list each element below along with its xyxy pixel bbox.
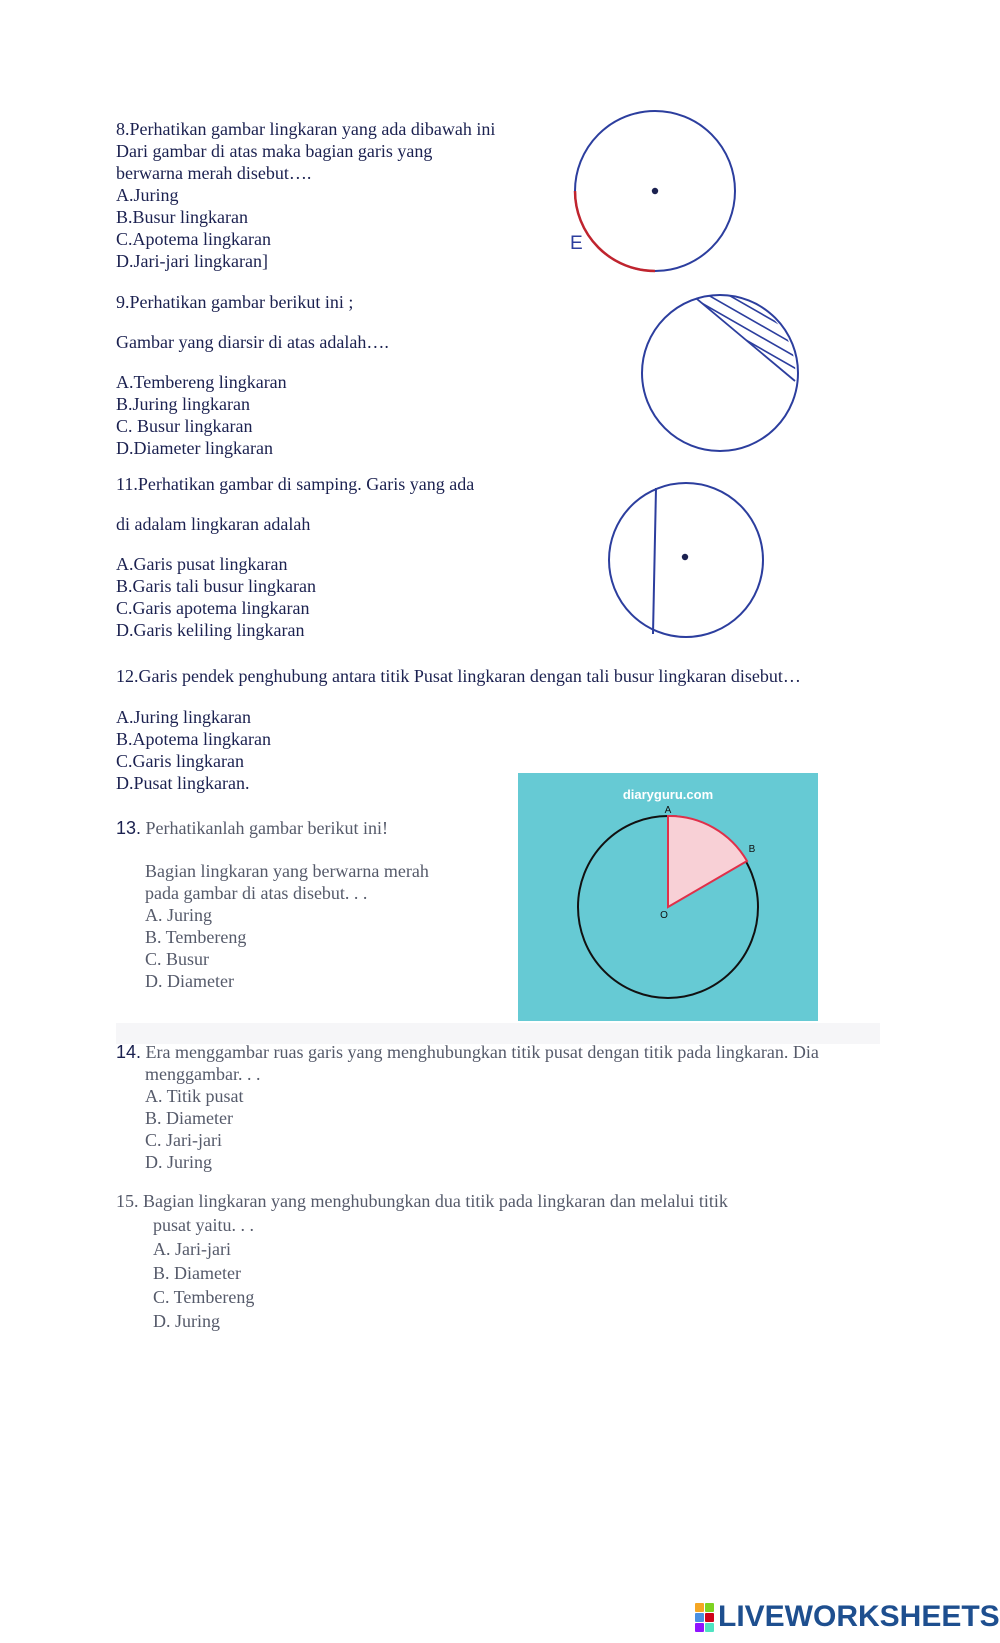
q13-heading <box>116 817 388 839</box>
q13-label-a: A <box>664 805 672 816</box>
q11-option-d: D.Garis keliling lingkaran <box>116 620 305 640</box>
q15-option-d: D. Juring <box>153 1311 220 1331</box>
q11-option-a: A.Garis pusat lingkaran <box>116 554 288 574</box>
q8-line: 8.Perhatikan gambar lingkaran yang ada dibawah ini <box>116 119 496 139</box>
q14-line: Era menggambar ruas garis yang menghubungkan titik pusat dengan titik pada lingkaran. Dia <box>145 1042 819 1062</box>
q11-options <box>116 553 316 641</box>
q12-option-c: C.Garis lingkaran <box>116 751 244 771</box>
q8-line: berwarna merah disebut…. <box>116 163 312 183</box>
q11-option-c: C.Garis apotema lingkaran <box>116 598 310 618</box>
q12-option-a: A.Juring lingkaran <box>116 707 251 727</box>
q12-option-b: B.Apotema lingkaran <box>116 729 271 749</box>
logo-text: LIVEWORKSHEETS <box>718 1600 1000 1633</box>
q15-title-cont: pusat yaitu. . . <box>153 1215 254 1235</box>
q13-option-b: B. Tembereng <box>145 927 247 947</box>
q9-option-c: C. Busur lingkaran <box>116 416 253 436</box>
q13-watermark: diaryguru.com <box>622 787 714 802</box>
q14-number: 14. <box>116 1042 142 1062</box>
q13-prompt-line: Bagian lingkaran yang berwarna merah <box>145 861 429 881</box>
q9-option-d: D.Diameter lingkaran <box>116 438 273 458</box>
q12-options <box>116 706 271 794</box>
q14-option-d: D. Juring <box>145 1152 212 1172</box>
q13-option-c: C. Busur <box>145 949 210 969</box>
q8-red-arc <box>575 191 655 271</box>
q11-chord-circle-figure <box>606 480 776 645</box>
q11-option-b: B.Garis tali busur lingkaran <box>116 576 316 596</box>
q11-title: 11.Perhatikan gambar di samping. Garis yang ada <box>116 474 475 494</box>
q15-body <box>153 1213 254 1333</box>
q8-option-d: D.Jari-jari lingkaran] <box>116 251 268 271</box>
q8-option-b: B.Busur lingkaran <box>116 207 248 227</box>
q14-line: menggambar. . . <box>145 1064 261 1084</box>
q9-options <box>116 371 287 459</box>
q12-title: 12.Garis pendek penghubung antara titik Pusat lingkaran dengan tali busur lingkaran disebut… <box>116 666 801 686</box>
q13-label-o: O <box>660 910 668 921</box>
q13-label-b: B <box>748 844 756 855</box>
q11-chord <box>653 488 656 634</box>
q8-label-e: E <box>570 233 583 254</box>
liveworksheets-logo <box>695 1600 1000 1634</box>
q9-prompt: Gambar yang diarsir di atas adalah…. <box>116 332 389 352</box>
q15-option-b: B. Diameter <box>153 1263 241 1283</box>
question-8 <box>116 118 495 272</box>
q14-option-c: C. Jari-jari <box>145 1130 222 1150</box>
q9-option-b: B.Juring lingkaran <box>116 394 250 414</box>
q9-chord <box>696 298 795 381</box>
q15-option-a: A. Jari-jari <box>153 1239 231 1259</box>
q15-title: 15. Bagian lingkaran yang menghubungkan dua titik pada lingkaran dan melalui titik <box>116 1191 728 1211</box>
q13-body <box>145 860 429 992</box>
q9-shaded-circle-figure <box>640 295 805 455</box>
q13-title: Perhatikanlah gambar berikut ini! <box>145 818 388 838</box>
q9-title: 9.Perhatikan gambar berikut ini ; <box>116 292 354 312</box>
q8-line: Dari gambar di atas maka bagian garis yang <box>116 141 433 161</box>
q15-option-c: C. Tembereng <box>153 1287 255 1307</box>
q8-center-dot <box>652 188 658 194</box>
q14-option-a: A. Titik pusat <box>145 1086 244 1106</box>
q13-option-d: D. Diameter <box>145 971 234 991</box>
q8-circle-figure <box>570 108 770 283</box>
q11-prompt: di adalam lingkaran adalah <box>116 514 311 534</box>
q12-option-d: D.Pusat lingkaran. <box>116 773 250 793</box>
q13-sector-figure <box>518 773 818 1021</box>
q9-option-a: A.Tembereng lingkaran <box>116 372 287 392</box>
q13-number: 13. <box>116 818 142 838</box>
q14-option-b: B. Diameter <box>145 1108 233 1128</box>
q11-center-dot <box>682 554 688 560</box>
q8-option-a: A.Juring <box>116 185 179 205</box>
q14-heading <box>116 1041 819 1063</box>
q8-option-c: C.Apotema lingkaran <box>116 229 271 249</box>
q13-option-a: A. Juring <box>145 905 212 925</box>
q13-prompt-line: pada gambar di atas disebut. . . <box>145 883 368 903</box>
logo-mark-icon <box>695 1603 714 1632</box>
q14-body <box>145 1063 260 1173</box>
